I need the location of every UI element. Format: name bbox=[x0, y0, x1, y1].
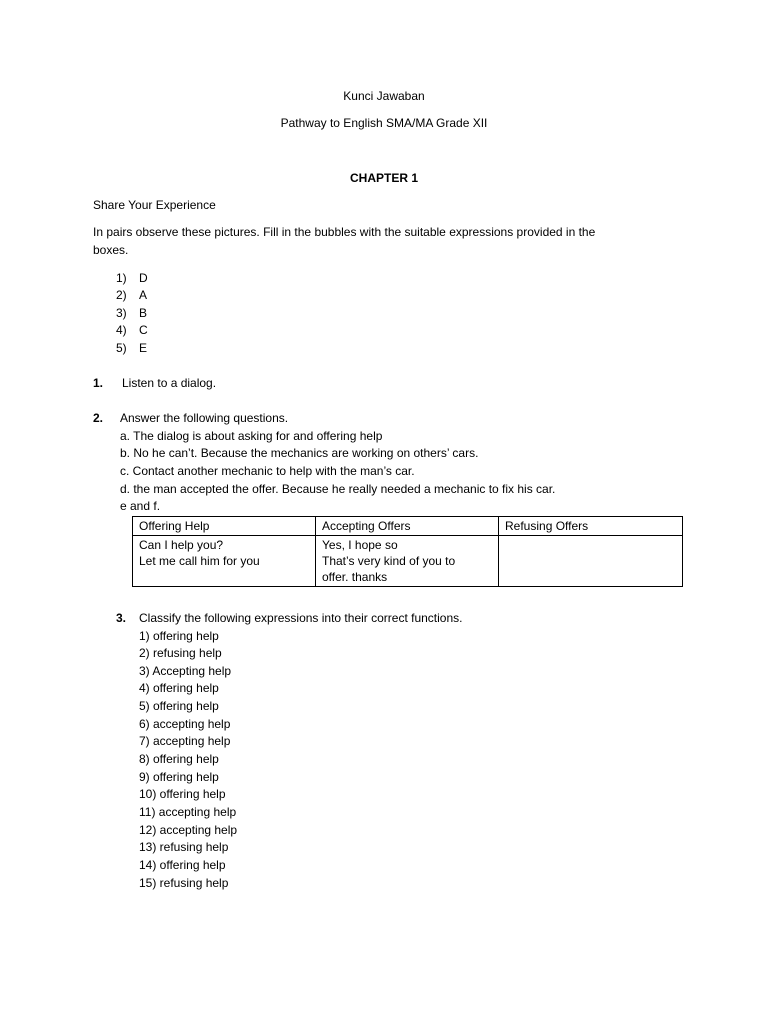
list-item: 2) refusing help bbox=[139, 646, 222, 660]
table-row bbox=[133, 536, 683, 587]
list-item: 3) Accepting help bbox=[139, 664, 232, 678]
table-cell-accepting bbox=[316, 536, 499, 587]
list-item bbox=[116, 340, 127, 356]
list-item-answer: D bbox=[139, 271, 148, 285]
table-header-row bbox=[133, 517, 683, 536]
column-header: Offering Help bbox=[133, 517, 316, 536]
task-2-answer: d. the man accepted the offer. Because he really needed a mechanic to fix his car. bbox=[120, 482, 556, 496]
doc-subtitle: Pathway to English SMA/MA Grade XII bbox=[280, 116, 488, 130]
list-item bbox=[116, 322, 127, 338]
cell-line: Yes, I hope so bbox=[322, 538, 398, 552]
list-item: 11) accepting help bbox=[139, 805, 237, 819]
list-item: 4) offering help bbox=[139, 681, 219, 695]
task-1-number: 1. bbox=[93, 376, 104, 390]
task-2-answer: a. The dialog is about asking for and offering help bbox=[120, 429, 383, 443]
list-item: 8) offering help bbox=[139, 752, 219, 766]
list-item bbox=[116, 270, 127, 286]
cell-line: Can I help you? bbox=[139, 538, 224, 552]
section-title: Share Your Experience bbox=[93, 198, 216, 212]
cell-line: That’s very kind of you to bbox=[322, 554, 456, 568]
list-item: 15) refusing help bbox=[139, 876, 229, 890]
list-item-answer: C bbox=[139, 323, 148, 337]
list-item bbox=[116, 305, 127, 321]
task-2-answer: b. No he can’t. Because the mechanics are working on others’ cars. bbox=[120, 446, 479, 460]
expressions-table bbox=[132, 516, 683, 587]
item-number: 2) bbox=[116, 288, 127, 302]
list-item bbox=[116, 287, 127, 303]
list-item-answer: A bbox=[139, 288, 148, 302]
task-3-number: 3. bbox=[116, 611, 127, 625]
instruction-line-2: boxes. bbox=[93, 243, 129, 257]
item-number: 4) bbox=[116, 323, 127, 337]
task-1-text: Listen to a dialog. bbox=[122, 376, 217, 390]
task-2-number: 2. bbox=[93, 411, 104, 425]
cell-line: Let me call him for you bbox=[139, 554, 260, 568]
table-cell-refusing bbox=[499, 536, 683, 587]
column-header: Accepting Offers bbox=[316, 517, 499, 536]
column-header: Refusing Offers bbox=[499, 517, 683, 536]
doc-title: Kunci Jawaban bbox=[343, 89, 425, 103]
list-item: 12) accepting help bbox=[139, 823, 238, 837]
list-item: 13) refusing help bbox=[139, 840, 229, 854]
list-item-answer: E bbox=[139, 341, 148, 355]
list-item: 1) offering help bbox=[139, 629, 219, 643]
task-2-text: Answer the following questions. bbox=[120, 411, 289, 425]
item-number: 1) bbox=[116, 271, 127, 285]
instruction-line-1: In pairs observe these pictures. Fill in the bubbles with the suitable expressions provided in the bbox=[93, 225, 596, 239]
list-item: 10) offering help bbox=[139, 787, 226, 801]
list-item: 9) offering help bbox=[139, 770, 219, 784]
task-3-text: Classify the following expressions into their correct functions. bbox=[139, 611, 463, 625]
table-cell-offering bbox=[133, 536, 316, 587]
item-number: 3) bbox=[116, 306, 127, 320]
list-item: 7) accepting help bbox=[139, 734, 231, 748]
list-item: 6) accepting help bbox=[139, 717, 231, 731]
list-item-answer: B bbox=[139, 306, 148, 320]
list-item: 14) offering help bbox=[139, 858, 226, 872]
cell-line: offer. thanks bbox=[322, 570, 388, 584]
chapter-heading: CHAPTER 1 bbox=[349, 171, 418, 185]
item-number: 5) bbox=[116, 341, 127, 355]
task-2-answer: c. Contact another mechanic to help with the man’s car. bbox=[120, 464, 415, 478]
task-2-answer: e and f. bbox=[120, 499, 161, 513]
list-item: 5) offering help bbox=[139, 699, 219, 713]
